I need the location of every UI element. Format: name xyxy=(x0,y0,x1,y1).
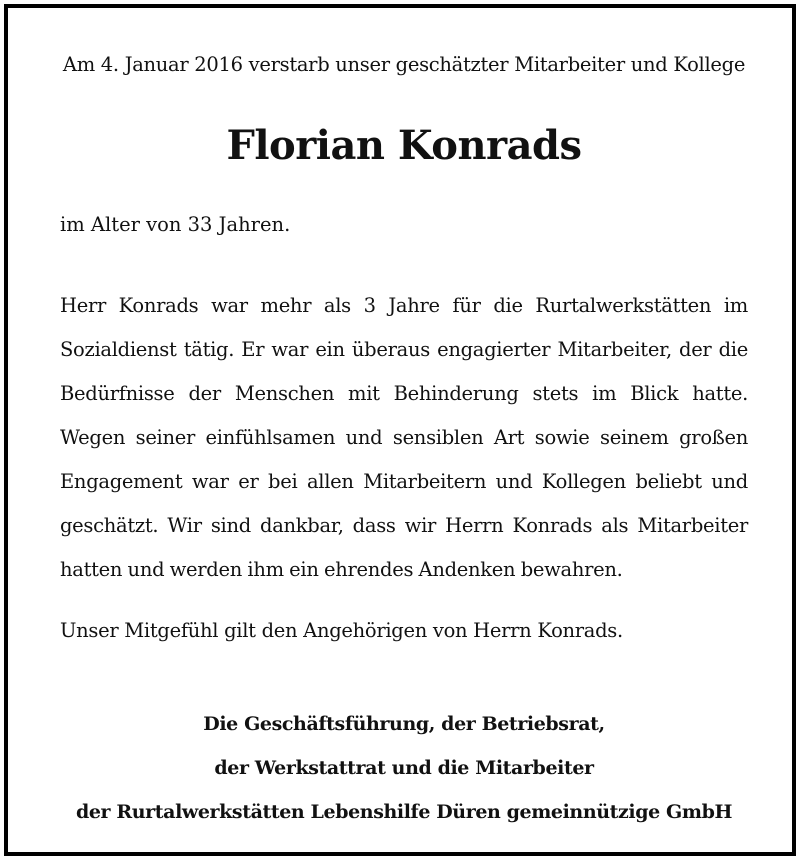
age-line: im Alter von 33 Jahren. xyxy=(60,213,291,236)
signature-line: der Rurtalwerkstätten Lebenshilfe Düren gemeinnützige GmbH xyxy=(75,801,733,823)
obituary-notice xyxy=(4,4,796,856)
tribute-paragraph: Herr Konrads war mehr als 3 Jahre für die Rurtalwerkstätten im Sozialdienst tätig. Er war ein überaus engagierter Mitarbeiter, der die Bedürfnisse der Menschen mit Behinderung stets im Blick hatte. Wegen seiner einfühlsamen und sensiblen Art sowie seinem großen Engagement war er bei allen Mitarbeitern und Kollegen beliebt und geschätzt. Wir sind dankbar, dass wir Herrn Konrads als Mitarbeiter hatten und werden ihm ein ehrendes Andenken bewahren. xyxy=(60,294,748,581)
deceased-name: Florian Konrads xyxy=(226,122,582,169)
sympathy-line: Unser Mitgefühl gilt den Angehörigen von Herrn Konrads. xyxy=(60,619,623,642)
signature-line: der Werkstattrat und die Mitarbeiter xyxy=(214,757,594,779)
signature-block xyxy=(60,702,748,834)
intro-line: Am 4. Januar 2016 verstarb unser geschätzter Mitarbeiter und Kollege xyxy=(62,53,746,76)
signature-line: Die Geschäftsführung, der Betriebsrat, xyxy=(203,713,605,735)
